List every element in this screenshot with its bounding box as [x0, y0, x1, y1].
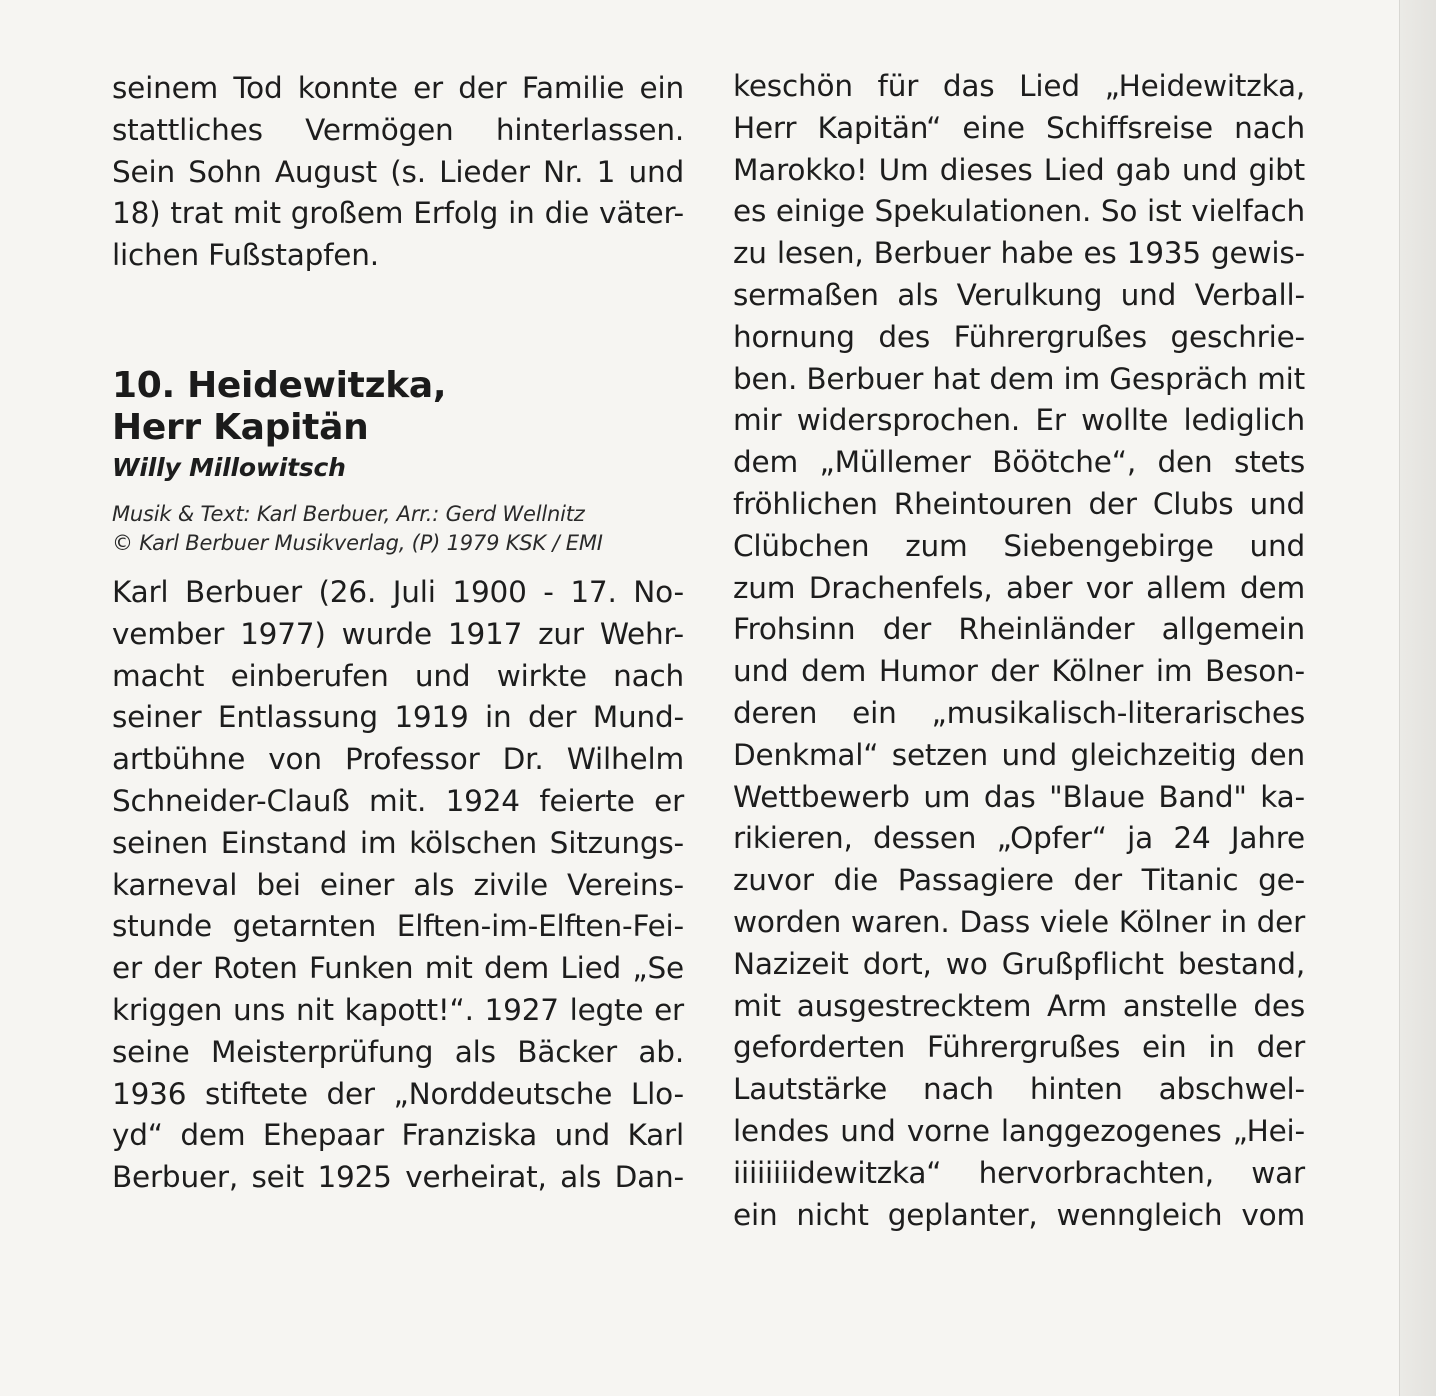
- text-line: Schneider-Clauß mit. 1924 feierte er: [112, 783, 684, 818]
- text-line: Lautstärke nach hinten abschwel-: [733, 1072, 1305, 1107]
- text-line: Marokko! Um dieses Lied gab und gibt: [733, 152, 1305, 187]
- text-line: fröhlichen Rheintouren der Clubs und: [733, 486, 1305, 521]
- text-line: kriggen uns nit kapott!“. 1927 legte er: [112, 992, 684, 1027]
- text-line: ben. Berbuer hat dem im Gespräch mit: [733, 361, 1305, 396]
- text-line: Nazizeit dort, wo Grußpflicht bestand,: [733, 946, 1305, 981]
- text-line: keschön für das Lied „Heidewitzka,: [733, 69, 1305, 103]
- text-line: worden waren. Dass viele Kölner in der: [733, 904, 1305, 939]
- text-line: zum Drachenfels, aber vor allem dem: [733, 570, 1305, 605]
- text-line: geforderten Führergrußes ein in der: [733, 1030, 1305, 1065]
- text-line: mit ausgestrecktem Arm anstelle des: [733, 988, 1305, 1023]
- text-line: vember 1977) wurde 1917 zur Wehr-: [112, 616, 684, 651]
- text-line: rikieren, dessen „Opfer“ ja 24 Jahre: [733, 821, 1305, 856]
- text-line: 1936 stiftete der „Norddeutsche Llo-: [112, 1076, 684, 1111]
- text-line: artbühne von Professor Dr. Wilhelm: [112, 742, 684, 777]
- text-line: yd“ dem Ehepaar Franziska und Karl: [112, 1118, 684, 1153]
- text-line: 18) trat mit großem Erfolg in die väter-: [112, 196, 684, 231]
- text-line: es einige Spekulationen. So ist vielfach: [733, 194, 1305, 229]
- text-line: Herr Kapitän“ eine Schiffsreise nach: [733, 110, 1305, 145]
- text-line: Denkmal“ setzen und gleichzeitig den: [733, 737, 1305, 772]
- text-line: zu lesen, Berbuer habe es 1935 gewis-: [733, 236, 1305, 271]
- song-artist: Willy Millowitsch: [112, 452, 346, 482]
- song-title: [112, 365, 684, 449]
- text-line: mir widersprochen. Er wollte lediglich: [733, 403, 1305, 438]
- text-line: lendes und vorne langgezogenes „Hei-: [733, 1113, 1305, 1148]
- text-line: seiner Entlassung 1919 in der Mund-: [112, 700, 684, 735]
- text-line: karneval bei einer als zivile Vereins-: [112, 867, 684, 902]
- text-line: seinem Tod konnte er der Familie ein: [112, 71, 684, 105]
- text-line: dem „Müllemer Böötche“, den stets: [733, 445, 1305, 480]
- song-title-line: Herr Kapitän: [112, 406, 369, 448]
- text-line: und dem Humor der Kölner im Beson-: [733, 654, 1305, 689]
- text-line: Sein Sohn August (s. Lieder Nr. 1 und: [112, 154, 684, 189]
- text-line: hornung des Führergrußes geschrie-: [733, 319, 1305, 354]
- text-line: Clübchen zum Siebengebirge und: [733, 528, 1305, 563]
- text-line: deren ein „musikalisch-literarisches: [733, 695, 1305, 730]
- text-line: stattliches Vermögen hinterlassen.: [112, 112, 684, 147]
- left-column: [112, 68, 684, 1199]
- intro-paragraph: [112, 68, 684, 277]
- text-line: Karl Berbuer (26. Juli 1900 - 17. No-: [112, 574, 684, 609]
- text-line: stunde getarnten Elften-im-Elften-Fei-: [112, 909, 684, 944]
- text-line: sermaßen als Verulkung und Verball-: [733, 277, 1305, 312]
- right-column: [733, 66, 1305, 1236]
- song-title-line: 10. Heidewitzka,: [112, 364, 447, 406]
- credit-line: © Karl Berbuer Musikverlag, (P) 1979 KSK / EMI: [112, 530, 603, 555]
- credit-line: Musik & Text: Karl Berbuer, Arr.: Gerd Wellnitz: [112, 501, 585, 526]
- body-paragraph: [112, 572, 684, 1199]
- text-line: iiiiiiiidewitzka“ hervorbrachten, war: [733, 1155, 1305, 1190]
- song-credits: [112, 500, 684, 558]
- text-line: Berbuer, seit 1925 verheirat, als Dan-: [112, 1160, 684, 1195]
- text-line: lichen Fußstapfen.: [112, 238, 379, 273]
- section-spacer: [112, 277, 684, 365]
- text-line: seine Meisterprüfung als Bäcker ab.: [112, 1034, 684, 1069]
- text-line: macht einberufen und wirkte nach: [112, 658, 684, 693]
- page-edge: [1399, 0, 1436, 1396]
- text-line: ein nicht geplanter, wenngleich vom: [733, 1197, 1305, 1232]
- text-line: Wettbewerb um das "Blaue Band" ka-: [733, 779, 1305, 814]
- text-line: zuvor die Passagiere der Titanic ge-: [733, 863, 1305, 898]
- text-line: er der Roten Funken mit dem Lied „Se: [112, 951, 684, 986]
- text-line: seinen Einstand im kölschen Sitzungs-: [112, 825, 684, 860]
- text-line: Frohsinn der Rheinländer allgemein: [733, 612, 1305, 647]
